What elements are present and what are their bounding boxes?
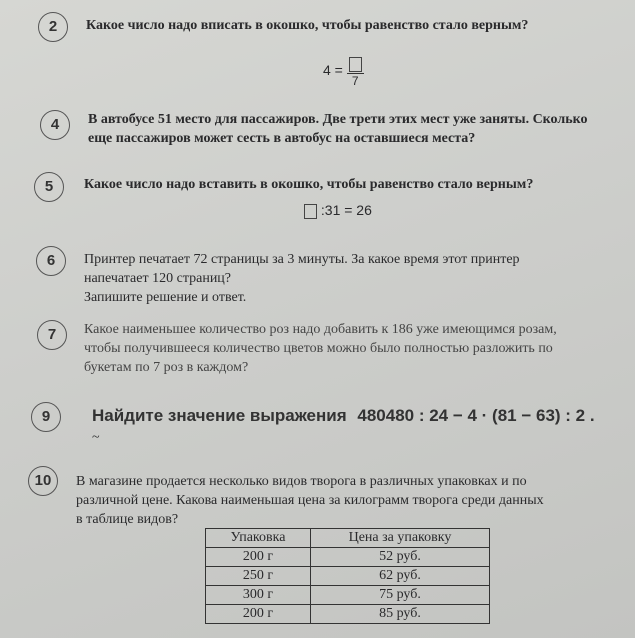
table-header-cell: Упаковка: [206, 529, 311, 548]
question-6-line-1: Принтер печатает 72 страницы за 3 минуты. За какое время этот принтер: [84, 252, 520, 267]
table-cell: 200 г: [206, 605, 311, 624]
question-9-expression: 480480 : 24 − 4 · (81 − 63) : 2 .: [357, 406, 595, 425]
question-4-line-2: еще пассажиров может сесть в автобус на оставшиеся места?: [88, 131, 476, 146]
question-6-text: [84, 250, 619, 307]
table-cell: 75 руб.: [310, 586, 489, 605]
question-number-10: 10: [28, 466, 58, 496]
question-7-line-2: чтобы получившееся количество цветов можно было полностью разложить по: [84, 341, 553, 356]
fraction-denominator: 7: [351, 73, 359, 88]
question-number-2: 2: [38, 12, 68, 42]
table-header-cell: Цена за упаковку: [310, 529, 489, 548]
table-cell: 300 г: [206, 586, 311, 605]
question-7-line-1: Какое наименьшее количество роз надо добавить к 186 уже имеющимся розам,: [84, 322, 557, 337]
question-9-prompt: Найдите значение выражения: [92, 406, 347, 425]
question-5-formula: [304, 202, 372, 219]
table-header-row: [206, 529, 490, 548]
question-2-formula: [323, 55, 364, 88]
fraction: [347, 55, 364, 88]
pencil-mark: ~: [92, 430, 100, 445]
question-2-text: Какое число надо вписать в окошко, чтобы равенство стало верным?: [86, 18, 529, 33]
formula-right: :31 = 26: [320, 202, 372, 218]
answer-box: [304, 204, 317, 219]
question-number-7: 7: [37, 320, 67, 350]
question-10-text: [76, 472, 621, 529]
table-cell: 62 руб.: [310, 567, 489, 586]
question-9-text: [92, 406, 622, 425]
question-4-line-1: В автобусе 51 место для пассажиров. Две трети этих мест уже заняты. Сколько: [88, 112, 588, 127]
question-5-text: Какое число надо вставить в окошко, чтобы равенство стало верным?: [84, 177, 534, 192]
question-4-text: [88, 110, 618, 148]
question-number-6: 6: [36, 246, 66, 276]
question-number-4: 4: [40, 110, 70, 140]
question-7-line-3: букетам по 7 роз в каждом?: [84, 360, 249, 375]
question-10-line-3: в таблице видов?: [76, 512, 179, 527]
question-6-line-3: Запишите решение и ответ.: [84, 290, 247, 305]
table-row: [206, 548, 490, 567]
question-10-line-2: различной цене. Какова наименьшая цена за килограмм творога среди данных: [76, 493, 544, 508]
question-10-line-1: В магазине продается несколько видов творога в различных упаковках и по: [76, 474, 527, 489]
question-6-line-2: напечатает 120 страниц?: [84, 271, 232, 286]
price-table: [205, 528, 490, 624]
formula-left: 4 =: [323, 62, 343, 79]
question-number-5: 5: [34, 172, 64, 202]
table-cell: 52 руб.: [310, 548, 489, 567]
table-cell: 200 г: [206, 548, 311, 567]
table-row: [206, 605, 490, 624]
table-row: [206, 586, 490, 605]
question-number-9: 9: [31, 402, 61, 432]
answer-box: [349, 57, 362, 72]
question-7-text: [84, 320, 619, 377]
table-cell: 85 руб.: [310, 605, 489, 624]
table-cell: 250 г: [206, 567, 311, 586]
table-row: [206, 567, 490, 586]
